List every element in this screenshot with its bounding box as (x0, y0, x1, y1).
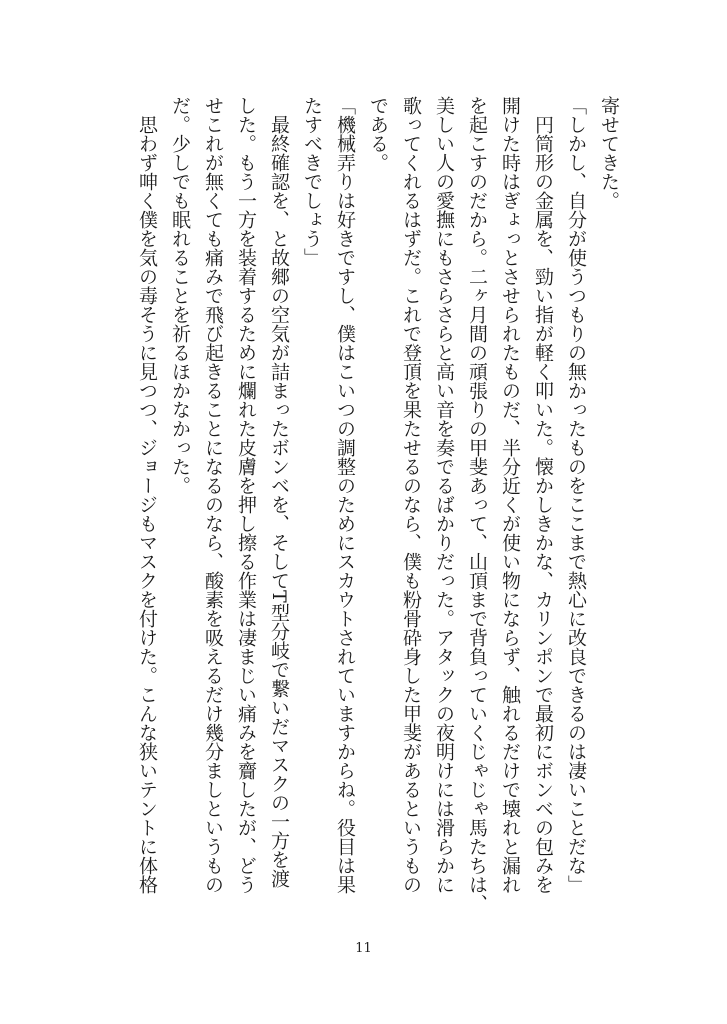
text-line: だ。少しでも眠れることを祈るほかなかった。 (169, 96, 191, 495)
text-line: 歌ってくれるはずだ。これで登頂を果たせるのなら、僕も粉骨砕身した甲斐があるというもの (400, 96, 422, 894)
page-number: 11 (355, 941, 372, 956)
text-line: 円筒形の金属を、勁い指が軽く叩いた。懐かしきかな、カリンポンで最初にボンベの包みを (532, 96, 554, 894)
text-line: 「機械弄りは好きですし、僕はこいつの調整のためにスカウトされていますからね。役目は果 (334, 96, 356, 894)
text-line: 「しかし、自分が使うつもりの無かったものをここまで熱心に改良できるのは凄いことだな」 (565, 96, 587, 894)
text-line: 思わず呻く僕を気の毒そうに見つつ、ジョージもマスクを付けた。こんな狭いテントに体格 (136, 96, 158, 894)
text-line: 美しい人の愛撫にもさらさらと高い音を奏でるばかりだった。アタックの夜明けには滑らかに (433, 96, 455, 894)
text-line: を起こすのだから。二ヶ月間の頑張りの甲斐あって、山頂まで背負っていくじゃじゃ馬たちは、 (466, 96, 488, 913)
text-line: 開けた時はぎょっとさせられたものだ、半分近くが使い物にならず、触れるだけで壊れと漏れ (499, 96, 521, 894)
text-line: である。 (367, 96, 389, 172)
text-line: した。もう一方を装着するために爛れた皮膚を押し擦る作業は凄まじい痛みを齎したが、どう (235, 96, 257, 894)
text-line: 最終確認を、と故郷の空気が詰まったボンベを、そしてT型分岐で繋いだマスクの一方を渡 (268, 96, 290, 888)
text-line: たすべきでしょう」 (301, 96, 323, 267)
text-line: 寄せてきた。 (598, 96, 620, 210)
text-line: せこれが無くても痛みで飛び起きることになるのなら、酸素を吸えるだけ幾分ましというもの (202, 96, 224, 894)
vertical-text-body (130, 96, 625, 924)
